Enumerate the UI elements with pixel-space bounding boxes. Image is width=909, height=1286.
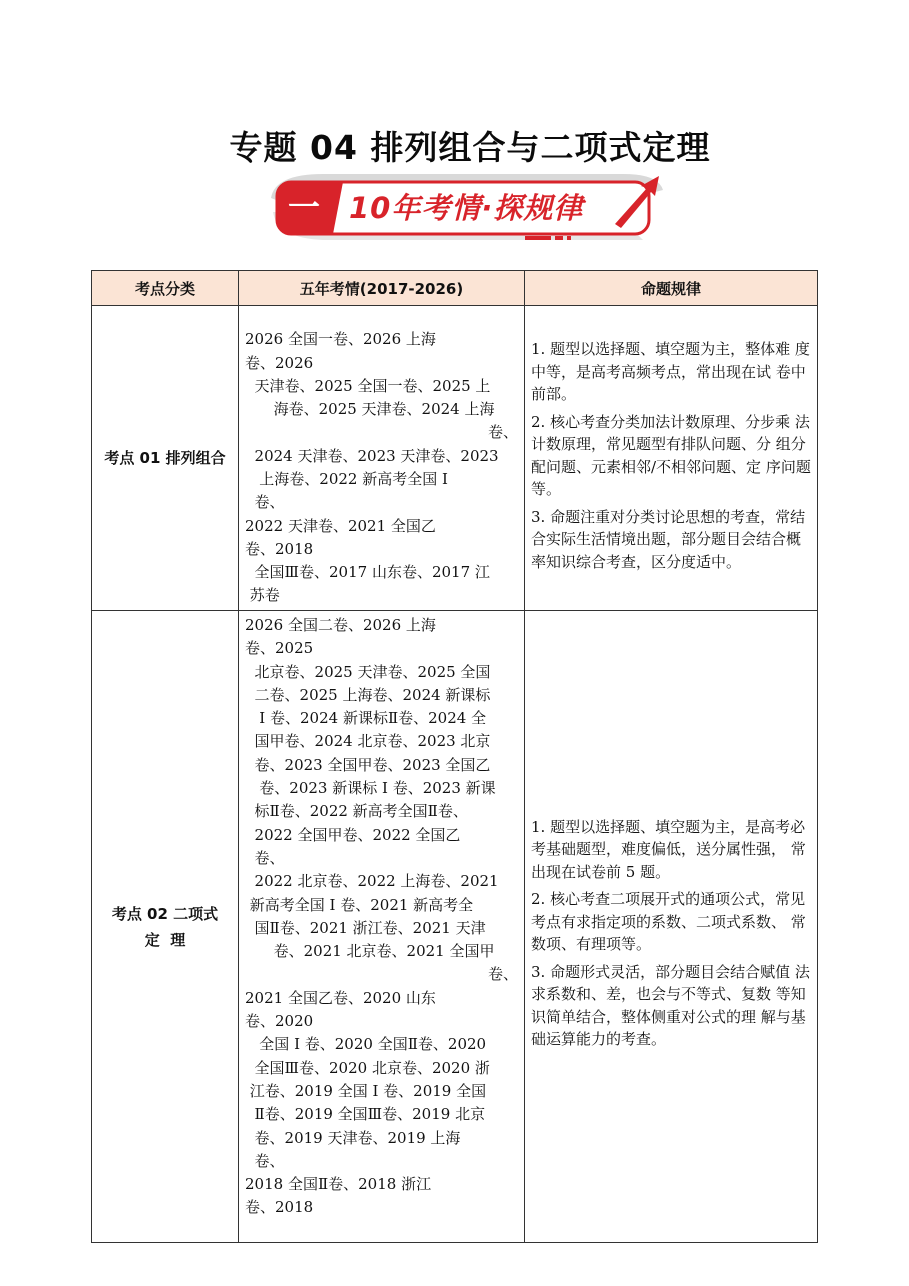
table-header-row bbox=[92, 271, 818, 306]
papers-list bbox=[245, 611, 518, 1220]
rule-item: 2. 核心考查二项展开式的通项公式，常见考点有求指定项的系数、二项式系数、 常数项、有理项等。 bbox=[531, 890, 806, 953]
papers-line: 2026 全国二卷、2026 上海 bbox=[245, 616, 436, 634]
papers-line: Ⅱ卷、2019 全国Ⅲ卷、2019 北京 bbox=[245, 1105, 486, 1124]
papers-line: 海卷、2025 天津卷、2024 上海 bbox=[245, 400, 495, 419]
papers-line: 2024 天津卷、2023 天津卷、2023 bbox=[245, 446, 499, 465]
papers-line: 全国Ⅲ卷、2017 山东卷、2017 江 bbox=[245, 563, 490, 582]
table-row bbox=[92, 306, 818, 611]
rules-cell bbox=[525, 611, 818, 1243]
papers-line: 卷、2018 bbox=[245, 1198, 314, 1217]
header-rules: 命题规律 bbox=[525, 271, 818, 306]
category-cell bbox=[92, 306, 239, 611]
rule-item: 1. 题型以选择题、填空题为主，整体难 度中等，是高考高频考点，常出现在试 卷中前部。 bbox=[531, 340, 810, 403]
papers-line: 卷、2026 bbox=[245, 353, 314, 372]
rule-item: 3. 命题形式灵活，部分题目会结合赋值 法求系数和、差，也会与不等式、复数 等知识简单结合，整体侧重对公式的理 解与基础运算能力的考查。 bbox=[531, 962, 810, 1048]
papers-line: 卷、2025 bbox=[245, 639, 314, 658]
section-banner bbox=[263, 168, 673, 246]
papers-line: 国甲卷、2024 北京卷、2023 北京 bbox=[245, 732, 491, 751]
rule-item: 1. 题型以选择题、填空题为主，是高考必考基础题型，难度偏低，送分属性强， 常出现在试卷前 5 题。 bbox=[531, 817, 806, 881]
papers-cell bbox=[239, 306, 525, 611]
category-cell bbox=[92, 611, 239, 1243]
category-label bbox=[92, 901, 238, 953]
papers-line: 2022 北京卷、2022 上海卷、2021 bbox=[245, 872, 499, 891]
rules-list bbox=[531, 798, 813, 1051]
papers-cell bbox=[239, 611, 525, 1243]
papers-line: 2022 天津卷、2021 全国乙 bbox=[245, 516, 436, 535]
papers-line: I 卷、2024 新课标Ⅱ卷、2024 全 bbox=[245, 709, 487, 728]
category-label-line: 考点 02 二项式 bbox=[111, 904, 219, 923]
papers-line: 2022 全国甲卷、2022 全国乙 bbox=[245, 825, 461, 844]
table-row bbox=[92, 611, 818, 1243]
papers-line: 苏卷 bbox=[245, 586, 280, 605]
papers-line: 上海卷、2022 新高考全国 I bbox=[245, 470, 448, 488]
category-label: 考点 01 排列组合 bbox=[104, 449, 226, 467]
category-label-line: 定 理 bbox=[144, 930, 186, 949]
papers-line: 卷、 bbox=[487, 965, 518, 984]
header-papers: 五年考情(2017-2026) bbox=[239, 271, 525, 306]
papers-line: 天津卷、2025 全国一卷、2025 上 bbox=[245, 376, 491, 395]
papers-line: 卷、 bbox=[487, 423, 518, 442]
header-category: 考点分类 bbox=[92, 271, 239, 306]
papers-line: 卷、 bbox=[245, 493, 285, 512]
banner-text: 10年考情·探规律 bbox=[349, 191, 584, 225]
papers-line: 卷、2019 天津卷、2019 上海 bbox=[245, 1128, 461, 1147]
papers-line: 全国 I 卷、2020 全国Ⅱ卷、2020 bbox=[245, 1035, 487, 1054]
banner-badge-text: 一 bbox=[288, 188, 321, 226]
rule-item: 3. 命题注重对分类讨论思想的考查，常结合实际生活情境出题，部分题目会结合概率知识综合考查，区分度适中。 bbox=[531, 507, 806, 571]
papers-line: 新高考全国 I 卷、2021 新高考全 bbox=[245, 895, 474, 914]
papers-line: 2018 全国Ⅱ卷、2018 浙江 bbox=[245, 1175, 432, 1194]
papers-line: 卷、2020 bbox=[245, 1012, 314, 1031]
papers-line: 卷、2023 全国甲卷、2023 全国乙 bbox=[245, 755, 491, 774]
rule-item: 2. 核心考查分类加法计数原理、分步乘 法计数原理，常见题型有排队问题、分 组分配问题、元素相邻/不相邻问题、定 序问题等。 bbox=[531, 412, 811, 498]
papers-line: 全国Ⅲ卷、2020 北京卷、2020 浙 bbox=[245, 1058, 490, 1077]
papers-line: 2021 全国乙卷、2020 山东 bbox=[245, 988, 436, 1007]
page-title: 专题 04 排列组合与二项式定理 bbox=[229, 128, 711, 167]
exam-analysis-table bbox=[91, 270, 818, 1243]
papers-line: 卷、 bbox=[245, 848, 285, 867]
papers-line: 江卷、2019 全国 I 卷、2019 全国 bbox=[245, 1081, 487, 1100]
rules-list bbox=[531, 338, 813, 573]
papers-line: 北京卷、2025 天津卷、2025 全国 bbox=[245, 662, 491, 681]
rules-cell bbox=[525, 306, 818, 611]
papers-list bbox=[245, 308, 518, 608]
papers-line: 卷、2023 新课标 I 卷、2023 新课 bbox=[245, 779, 496, 798]
papers-line: 二卷、2025 上海卷、2024 新课标 bbox=[245, 685, 491, 704]
papers-line: 卷、2018 bbox=[245, 539, 314, 558]
papers-line: 标Ⅱ卷、2022 新高考全国Ⅱ卷、 bbox=[245, 802, 468, 821]
papers-line: 卷、2021 北京卷、2021 全国甲 bbox=[245, 942, 495, 961]
papers-line: 2026 全国一卷、2026 上海 bbox=[245, 330, 436, 349]
papers-line: 国Ⅱ卷、2021 浙江卷、2021 天津 bbox=[245, 918, 486, 937]
papers-line: 卷、 bbox=[245, 1151, 285, 1170]
